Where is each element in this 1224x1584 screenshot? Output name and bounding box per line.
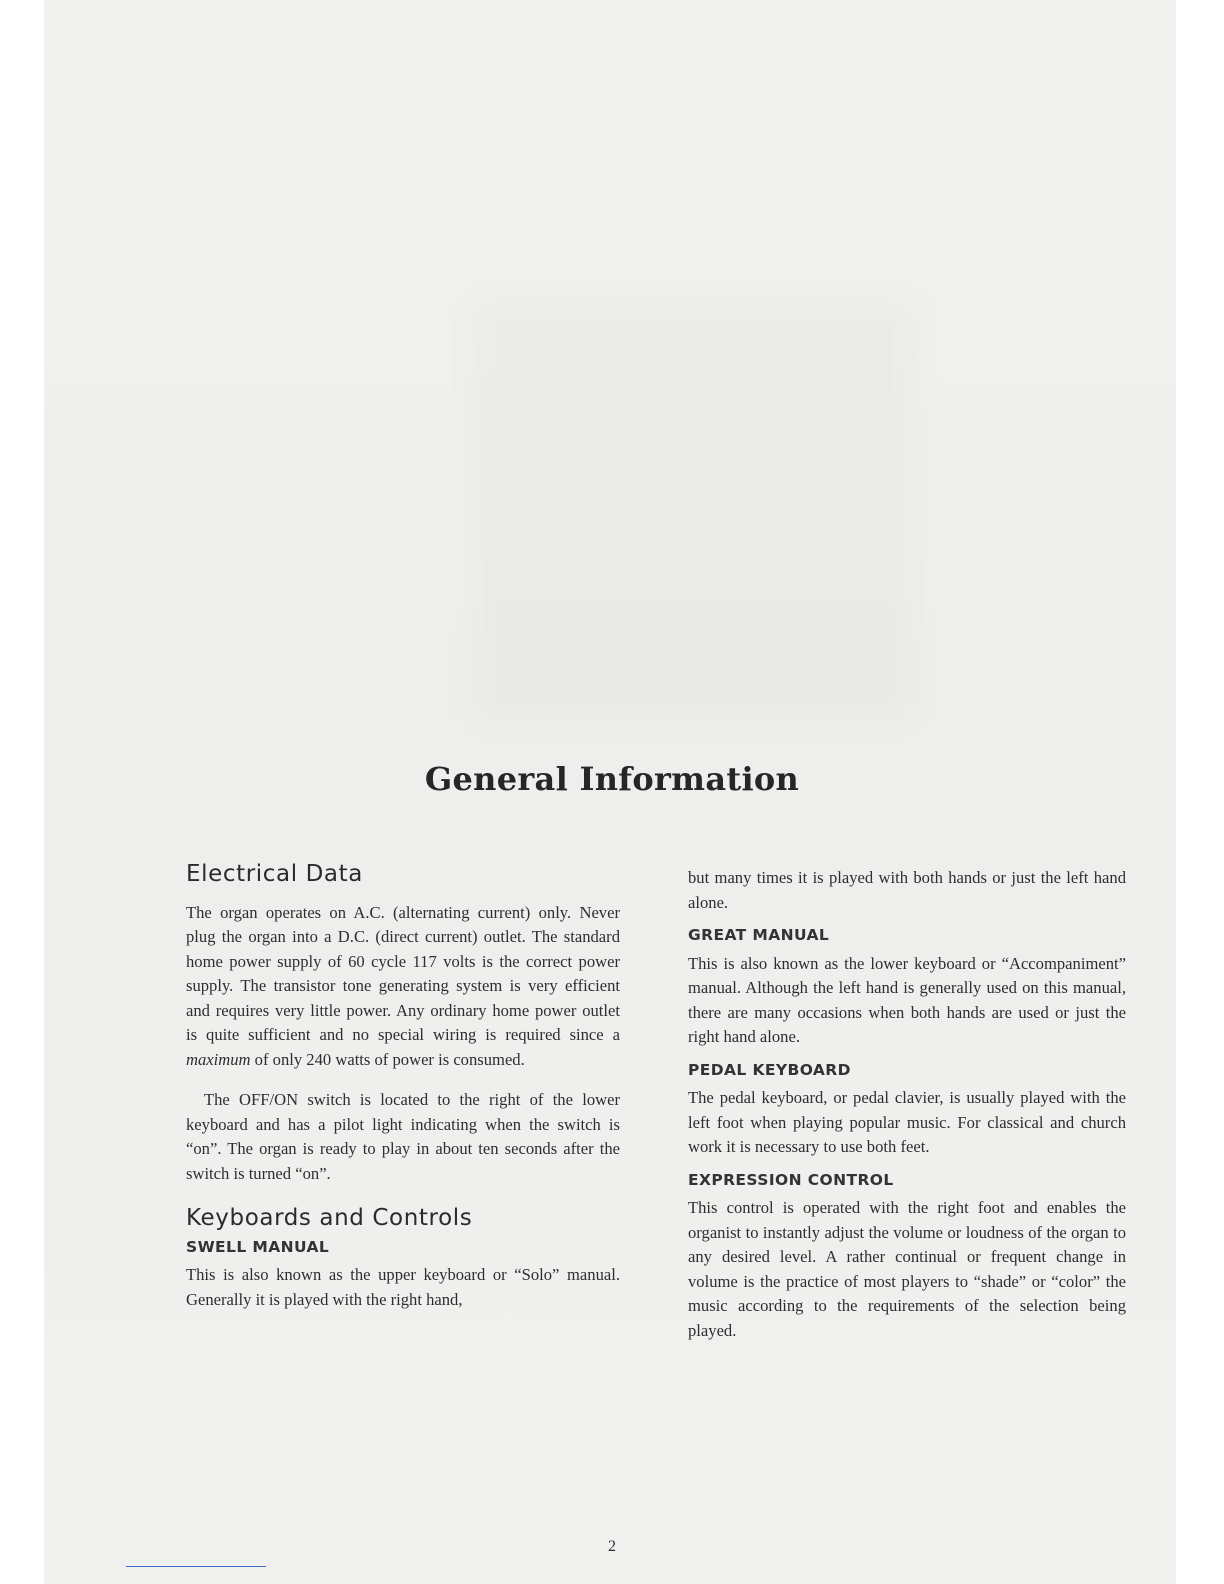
great-manual-heading: GREAT MANUAL: [688, 926, 830, 944]
page-number: 2: [608, 1538, 616, 1555]
left-column: [186, 862, 620, 1312]
keyboards-controls-heading: Keyboards and Controls: [186, 1205, 473, 1231]
electrical-p1-end: of only 240 watts of power is consumed.: [250, 1049, 525, 1069]
scan-artifact-line: [126, 1566, 266, 1567]
electrical-paragraph-2: The OFF/ON switch is located to the right of the lower keyboard and has a pilot light indicating when the switch is “on”. The organ is ready to play in about ten seconds after the switch is turned “on”.: [186, 1090, 620, 1183]
expression-control-heading: EXPRESSION CONTROL: [688, 1170, 894, 1189]
swell-manual-heading: SWELL MANUAL: [186, 1237, 330, 1256]
page-title: General Information: [424, 760, 800, 798]
right-column: [688, 866, 1126, 1343]
electrical-data-heading: Electrical Data: [186, 861, 363, 887]
swell-manual-text-start: This is also known as the upper keyboard or “Solo” manual. Generally it is played with the right hand,: [186, 1265, 620, 1309]
great-manual-text: This is also known as the lower keyboard or “Accompaniment” manual. Although the left hand is generally used on this manual, there are many occasions when both hands are used or just the right hand alone.: [688, 953, 1126, 1046]
electrical-p1-start: The organ operates on A.C. (alternating current) only. Never plug the organ into a D.C. (direct current) outlet. The standard home power supply of 60 cycle 117 volts is the correct power supply. The transistor tone generating system is very efficient and requires very little power. Any ordinary home power outlet is quite sufficient and no special wiring is required since a: [186, 902, 620, 1044]
pedal-keyboard-text: The pedal keyboard, or pedal clavier, is usually played with the left foot when playing popular music. For classical and church work it is necessary to use both feet.: [688, 1088, 1126, 1156]
electrical-paragraph-1: [186, 901, 620, 1073]
swell-manual-text-continued: but many times it is played with both hands or just the left hand alone.: [688, 868, 1126, 912]
pedal-keyboard-heading: PEDAL KEYBOARD: [688, 1060, 851, 1079]
electrical-p1-emphasis: maximum: [186, 1049, 251, 1069]
show-through-shadow: [474, 300, 914, 720]
expression-control-text: This control is operated with the right foot and enables the organist to instantly adjust the volume or loudness of the organ to any desired level. A rather continual or frequent change in volume is the practice of most players to “shade” or “color” the music according to the requirements of the selection being played.: [688, 1198, 1126, 1340]
